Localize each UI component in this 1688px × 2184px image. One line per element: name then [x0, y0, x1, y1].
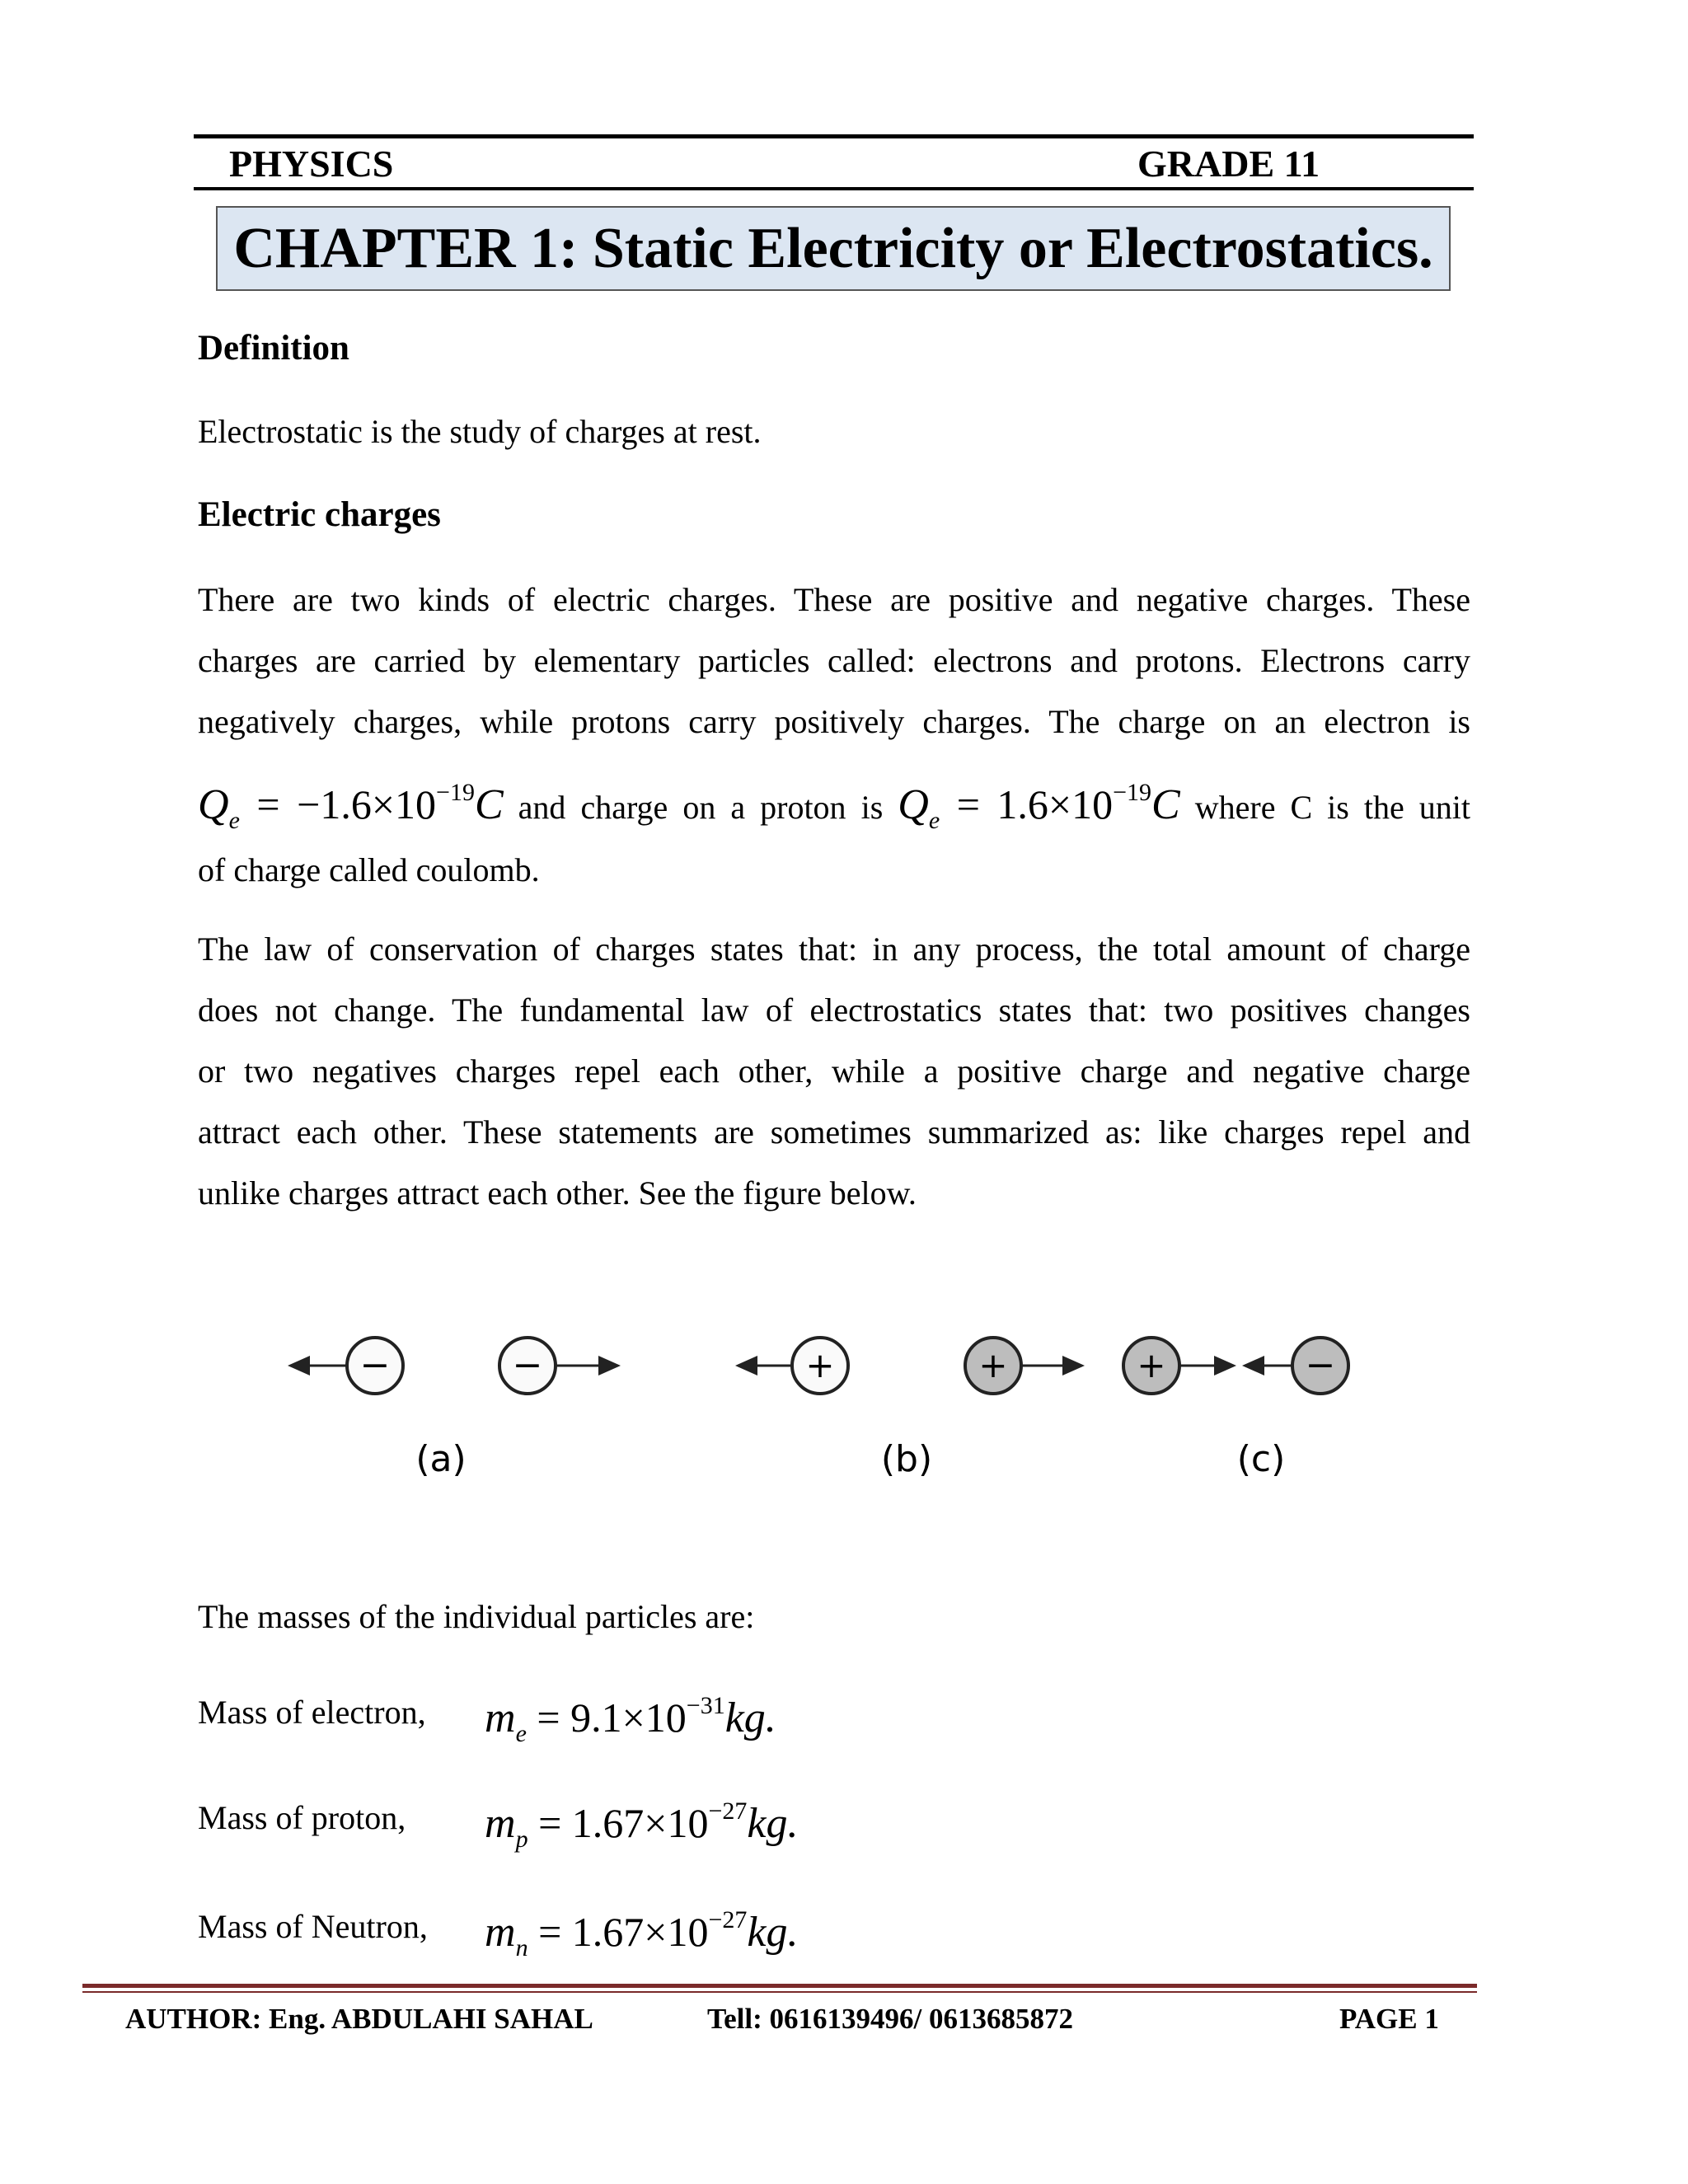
mass-neutron-equation: mn = 1.67×10−27kg. — [485, 1906, 799, 1961]
paragraph-line: does not change. The fundamental law of electrostatics states that: two positives changes — [198, 991, 1470, 1029]
figure-c — [1123, 1338, 1348, 1480]
svg-text:−: − — [1305, 1344, 1336, 1386]
footer-author: AUTHOR: Eng. ABDULAHI SAHAL — [125, 2003, 593, 2035]
charges-figure — [272, 1306, 1508, 1504]
figure-label-b: (b) — [880, 1438, 933, 1480]
header-subject: PHYSICS — [229, 143, 394, 185]
masses-intro: The masses of the individual particles are: — [198, 1598, 755, 1635]
chapter-title: CHAPTER 1: Static Electricity or Electrostatics. — [233, 216, 1433, 280]
definition-heading: Definition — [198, 329, 349, 368]
paragraph-line: of charge called coulomb. — [198, 851, 540, 888]
mass-electron-equation: me = 9.1×10−31kg. — [485, 1692, 776, 1747]
figure-label-c: (c) — [1236, 1438, 1286, 1480]
mass-electron-label: Mass of electron, — [198, 1694, 426, 1731]
figure-label-a: (a) — [415, 1438, 467, 1480]
paragraph-line: There are two kinds of electric charges. These are positive and negative charges. These — [198, 581, 1470, 618]
svg-text:−: − — [512, 1344, 543, 1386]
footer-rule-thin — [82, 1991, 1477, 1993]
svg-text:+: + — [1137, 1345, 1166, 1385]
mass-neutron-label: Mass of Neutron, — [198, 1908, 428, 1945]
proton-charge-equation: $Q_e = 1.6\times 10^{-19}C$ — [898, 779, 1180, 834]
header-top-rule — [194, 134, 1474, 138]
header-grade: GRADE 11 — [1137, 143, 1320, 185]
header-bottom-rule — [194, 187, 1474, 190]
electron-charge-equation: $Q_e = -1.6\times 10^{-19}C$ — [198, 779, 504, 834]
svg-text:−: − — [359, 1344, 391, 1386]
paragraph-line: negatively charges, while protons carry positively charges. The charge on an electron is — [198, 703, 1470, 740]
mass-proton-label: Mass of proton, — [198, 1799, 406, 1836]
definition-text: Electrostatic is the study of charges at rest. — [198, 413, 762, 450]
paragraph-line: attract each other. These statements are sometimes summarized as: like charges repel and — [198, 1113, 1470, 1151]
svg-text:+: + — [978, 1345, 1008, 1385]
figure-a — [290, 1338, 618, 1480]
paragraph-line: unlike charges attract each other. See the figure below. — [198, 1174, 917, 1212]
paragraph-line: charges are carried by elementary particles called: electrons and protons. Electrons carry — [198, 642, 1470, 679]
svg-text:+: + — [805, 1345, 835, 1385]
footer-page-number: PAGE 1 — [1339, 2003, 1439, 2035]
electric-charges-heading: Electric charges — [198, 495, 441, 534]
charge-equation-line: $Q_e = -1.6\times 10^{-19}C$ and charge on a proton is $Q_e = 1.6\times 10^{-19}C$ where C is the unit — [198, 779, 1470, 834]
footer-rule — [82, 1984, 1477, 1988]
chapter-title-box — [216, 206, 1451, 291]
paragraph-line: or two negatives charges repel each other, while a positive charge and negative charge — [198, 1052, 1470, 1090]
paragraph-line: The law of conservation of charges states that: in any process, the total amount of charge — [198, 930, 1470, 968]
figure-b — [738, 1338, 1082, 1480]
mass-proton-equation: mp = 1.67×10−27kg. — [485, 1797, 799, 1853]
footer-phone: Tell: 0616139496/ 0613685872 — [707, 2003, 1073, 2035]
